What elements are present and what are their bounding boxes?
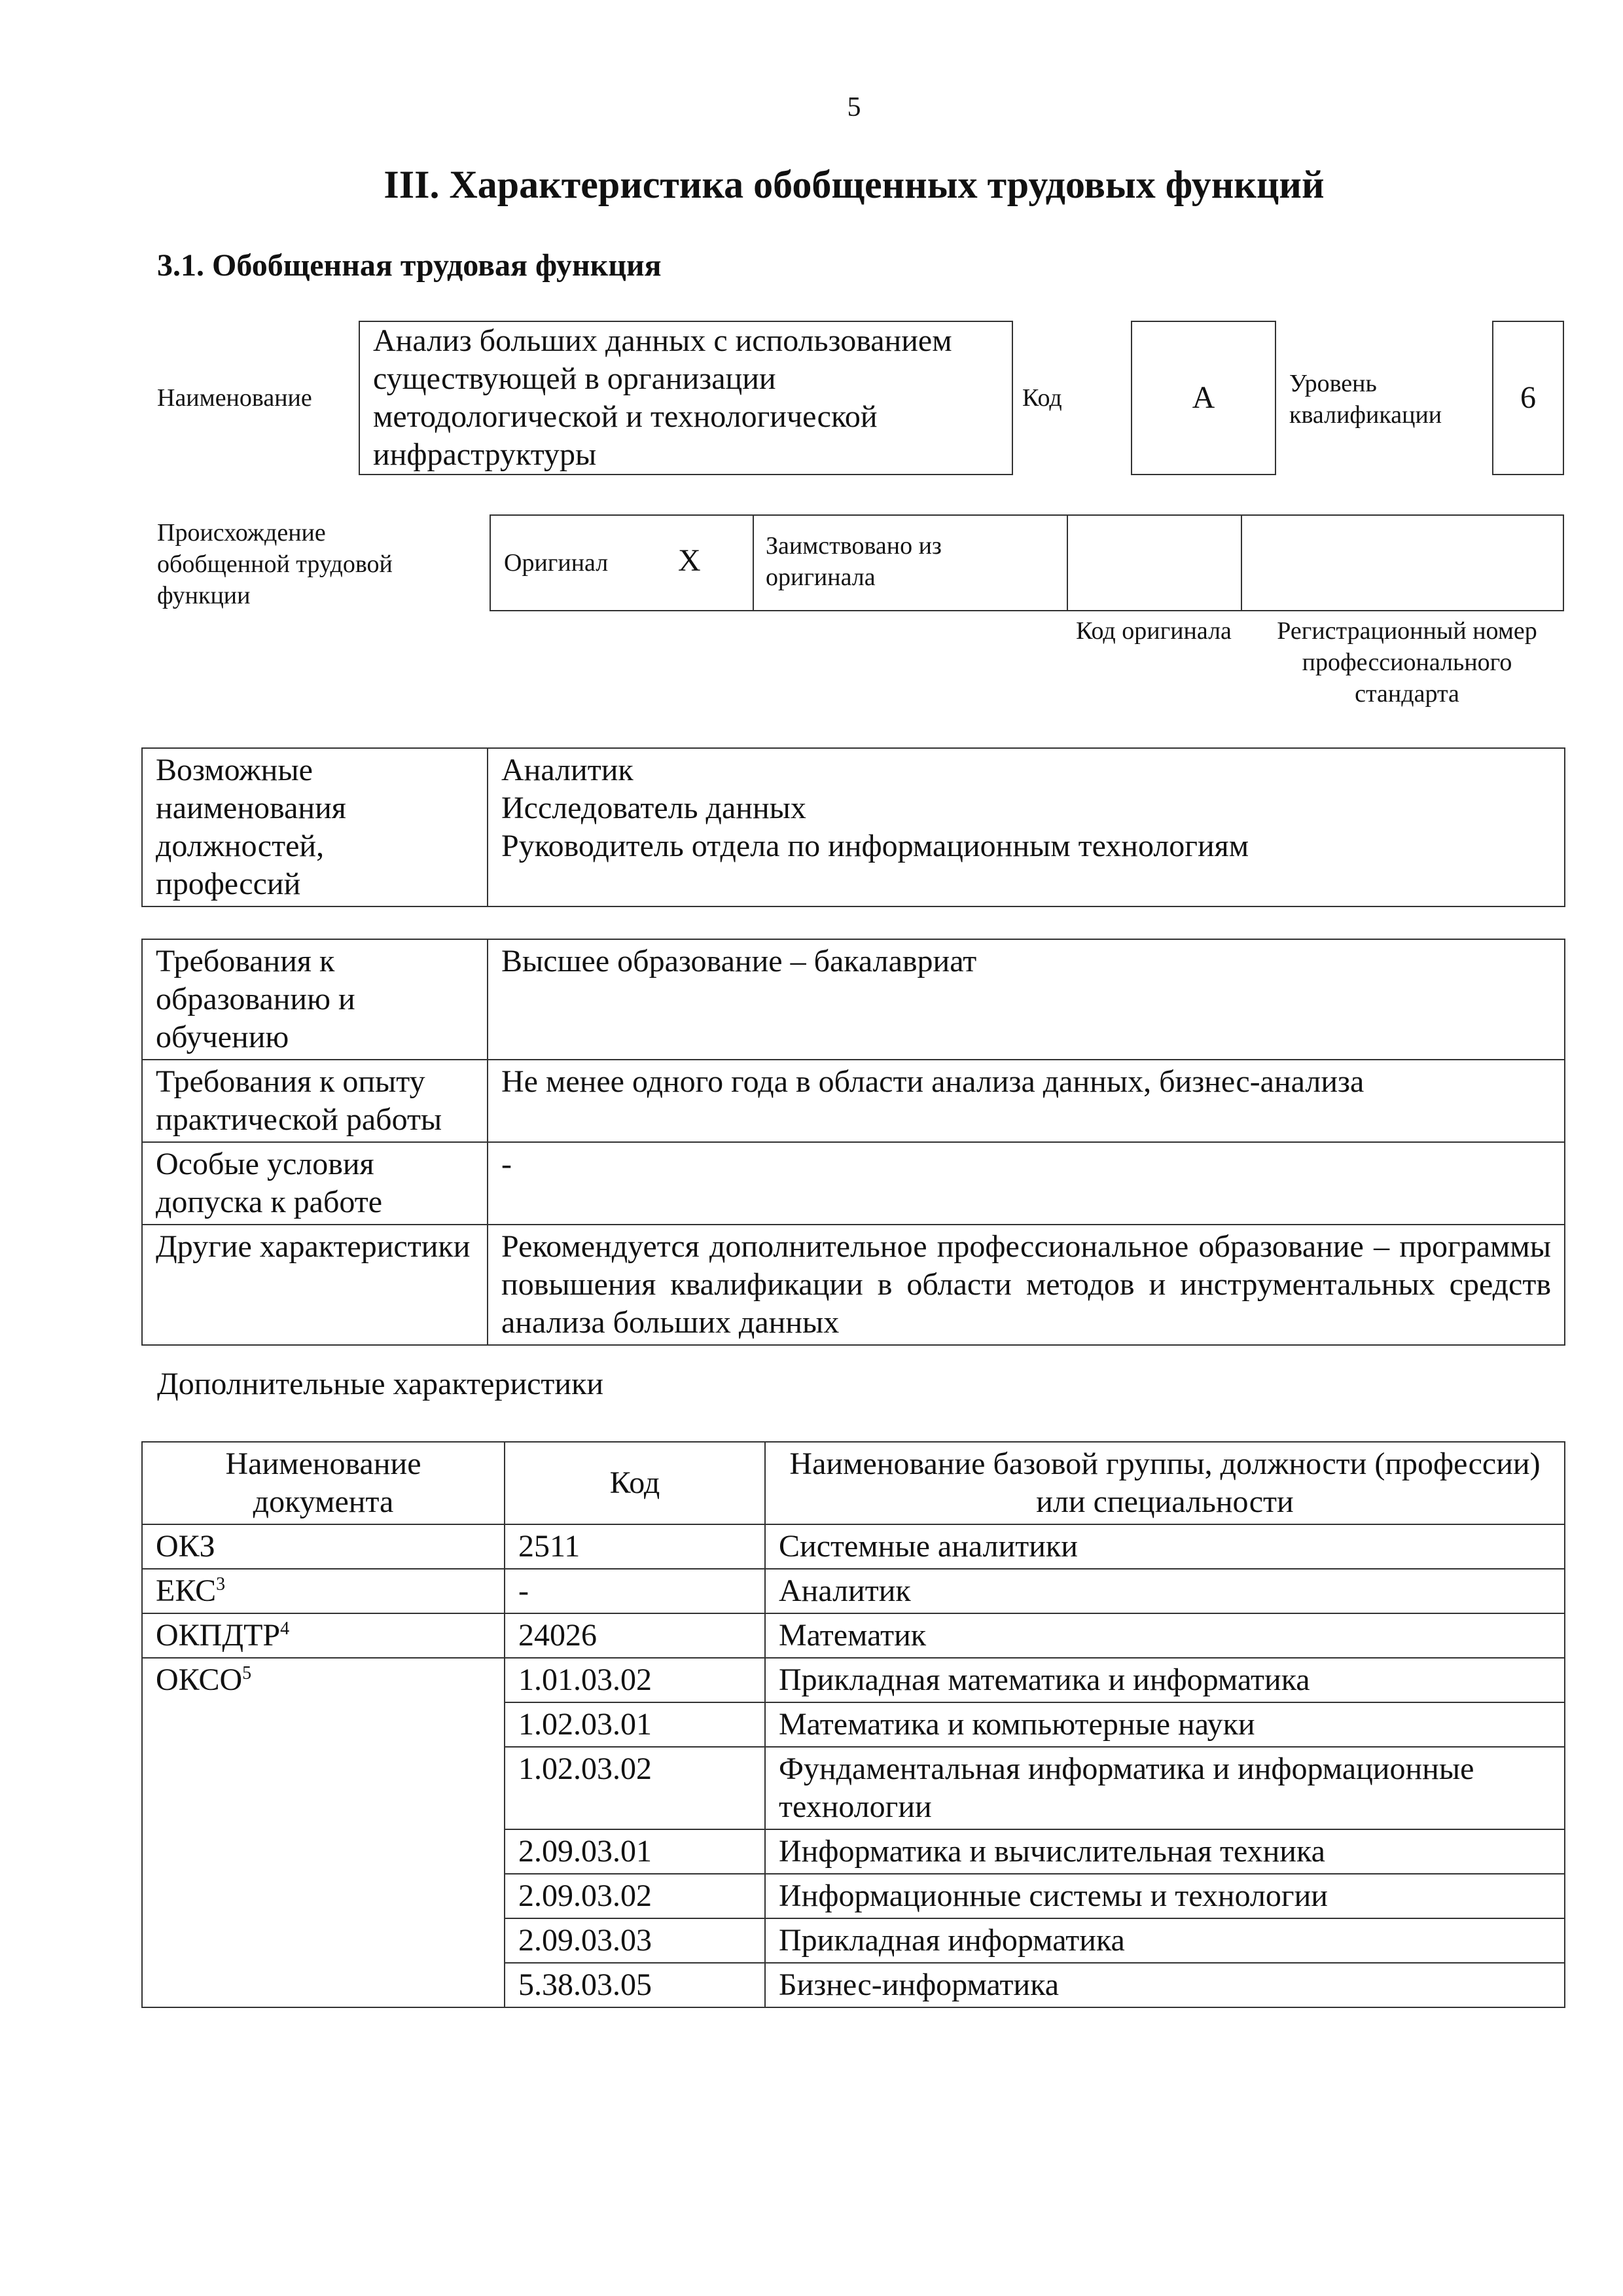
code-cell: 1.02.03.02 bbox=[505, 1747, 765, 1829]
title-cell: Системные аналитики bbox=[765, 1524, 1565, 1569]
code-cell: 2.09.03.01 bbox=[505, 1829, 765, 1874]
origin-label: Происхождение обобщенной трудовой функции bbox=[157, 519, 393, 609]
function-code-label: Код bbox=[1022, 384, 1062, 412]
requirement-label: Другие характеристики bbox=[142, 1225, 488, 1345]
code-cell: 24026 bbox=[505, 1613, 765, 1658]
requirement-label: Особые условия допуска к работе bbox=[142, 1142, 488, 1225]
title-cell: Бизнес-информатика bbox=[765, 1963, 1565, 2007]
requirement-label: Требования к опыту практической работы bbox=[142, 1060, 488, 1142]
position-item: Аналитик bbox=[501, 753, 633, 787]
code-cell: 5.38.03.05 bbox=[505, 1963, 765, 2007]
positions-label: Возможные наименования должностей, профессий bbox=[142, 748, 488, 906]
function-level-label: Уровень квалификации bbox=[1289, 370, 1442, 429]
function-name-value: Анализ больших данных с использованием существующей в организации методологической и технологической инфраструктуры bbox=[373, 323, 952, 472]
title-cell: Информатика и вычислительная техника bbox=[765, 1829, 1565, 1874]
additional-title: Дополнительные характеристики bbox=[157, 1367, 604, 1401]
positions-row bbox=[142, 748, 1565, 906]
header-code: Код bbox=[505, 1442, 765, 1524]
position-item: Исследователь данных bbox=[501, 791, 806, 825]
title-cell: Прикладная математика и информатика bbox=[765, 1658, 1565, 1702]
doc-name-cell bbox=[142, 1524, 505, 1569]
doc-name: ЕКС bbox=[156, 1573, 217, 1608]
header-doc: Наименование документа bbox=[142, 1442, 505, 1524]
code-cell: 1.02.03.01 bbox=[505, 1702, 765, 1747]
origin-borrowed-label: Заимствовано из оригинала bbox=[766, 532, 942, 591]
code-cell: 1.01.03.02 bbox=[505, 1658, 765, 1702]
origin-divider-2 bbox=[1067, 516, 1068, 610]
function-name-box bbox=[359, 321, 1013, 475]
page-number: 5 bbox=[847, 92, 861, 122]
footnote-mark: 3 bbox=[216, 1574, 226, 1594]
origin-divider-3 bbox=[1241, 516, 1242, 610]
code-cell: - bbox=[505, 1569, 765, 1613]
title-cell: Информационные системы и технологии bbox=[765, 1874, 1565, 1918]
requirements-table bbox=[141, 939, 1565, 1346]
positions-table bbox=[141, 747, 1565, 907]
footnote-mark: 5 bbox=[242, 1663, 252, 1683]
requirement-value: Не менее одного года в области анализа данных, бизнес-анализа bbox=[488, 1060, 1565, 1142]
requirement-value: Рекомендуется дополнительное профессиональное образование – программы повышения квалификации в области методов и инструментальных средств анализа больших данных bbox=[488, 1225, 1565, 1345]
table-row bbox=[142, 1524, 1565, 1569]
requirement-label: Требования к образованию и обучению bbox=[142, 939, 488, 1060]
requirement-row bbox=[142, 1225, 1565, 1345]
additional-header-row bbox=[142, 1442, 1565, 1524]
origin-original-label: Оригинал bbox=[504, 549, 609, 577]
requirement-row bbox=[142, 1142, 1565, 1225]
table-row bbox=[142, 1658, 1565, 1702]
origin-code-caption: Код оригинала bbox=[1076, 617, 1232, 645]
title-cell: Фундаментальная информатика и информационные технологии bbox=[765, 1747, 1565, 1829]
title-cell: Аналитик bbox=[765, 1569, 1565, 1613]
doc-name: ОКСО bbox=[156, 1662, 243, 1697]
header-title: Наименование базовой группы, должности (профессии) или специальности bbox=[765, 1442, 1565, 1524]
doc-name-cell bbox=[142, 1658, 505, 2007]
additional-table bbox=[141, 1441, 1565, 2008]
function-name-label: Наименование bbox=[157, 384, 312, 412]
footnote-mark: 4 bbox=[280, 1619, 290, 1639]
requirement-row bbox=[142, 939, 1565, 1060]
section-title: III. Характеристика обобщенных трудовых функций bbox=[383, 163, 1325, 206]
origin-divider-1 bbox=[753, 516, 754, 610]
subsection-title: 3.1. Обобщенная трудовая функция bbox=[157, 248, 662, 283]
table-row bbox=[142, 1613, 1565, 1658]
positions-values bbox=[488, 748, 1565, 906]
doc-name: ОКЗ bbox=[156, 1529, 215, 1564]
requirement-value: - bbox=[488, 1142, 1565, 1225]
function-level-box bbox=[1492, 321, 1564, 475]
position-item: Руководитель отдела по информационным технологиям bbox=[501, 829, 1249, 863]
title-cell: Прикладная информатика bbox=[765, 1918, 1565, 1963]
origin-box bbox=[490, 514, 1564, 611]
doc-name-cell bbox=[142, 1569, 505, 1613]
code-cell: 2.09.03.02 bbox=[505, 1874, 765, 1918]
requirement-value: Высшее образование – бакалавриат bbox=[488, 939, 1565, 1060]
title-cell: Математик bbox=[765, 1613, 1565, 1658]
code-cell: 2511 bbox=[505, 1524, 765, 1569]
function-code-box bbox=[1131, 321, 1276, 475]
doc-name-cell bbox=[142, 1613, 505, 1658]
origin-original-mark: X bbox=[678, 543, 701, 578]
table-row bbox=[142, 1569, 1565, 1613]
doc-name: ОКПДТР bbox=[156, 1618, 281, 1653]
code-cell: 2.09.03.03 bbox=[505, 1918, 765, 1963]
function-level-value: 6 bbox=[1520, 380, 1536, 415]
function-code-value: A bbox=[1192, 380, 1215, 415]
origin-reg-caption: Регистрационный номер профессионального стандарта bbox=[1277, 617, 1537, 708]
title-cell: Математика и компьютерные науки bbox=[765, 1702, 1565, 1747]
requirement-row bbox=[142, 1060, 1565, 1142]
